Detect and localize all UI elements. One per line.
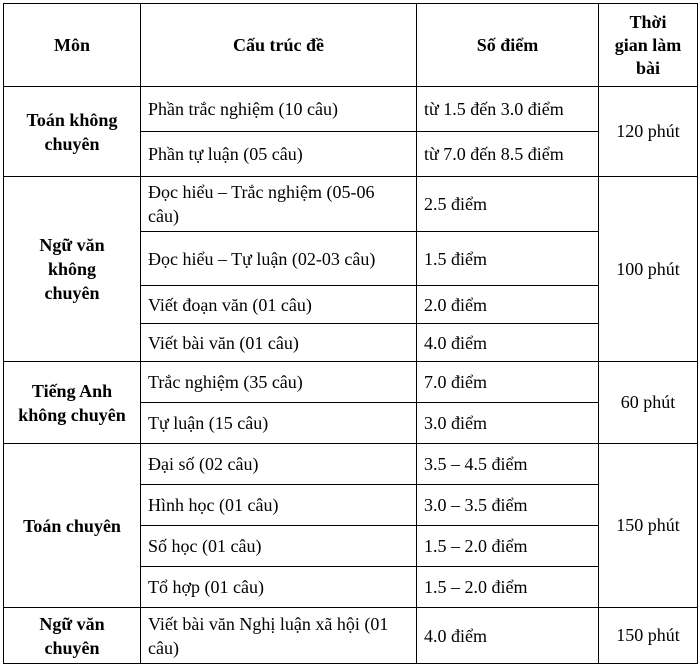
structure-cell: Viết bài văn (01 câu) (141, 324, 417, 362)
structure-cell: Phần trắc nghiệm (10 câu) (141, 87, 417, 132)
score-cell: từ 1.5 đến 3.0 điểm (417, 87, 599, 132)
header-subject: Môn (4, 4, 141, 87)
subject-cell: Ngữ văn không chuyên (4, 177, 141, 362)
score-cell: từ 7.0 đến 8.5 điểm (417, 132, 599, 177)
table-row (4, 177, 698, 232)
score-cell: 2.0 điểm (417, 286, 599, 324)
header-row (4, 4, 698, 87)
structure-cell: Viết bài văn Nghị luận xã hội (01 câu) (141, 608, 417, 664)
subject-cell: Ngữ văn chuyên (4, 608, 141, 664)
exam-structure-table (3, 3, 698, 664)
header-score: Số điểm (417, 4, 599, 87)
structure-cell: Hình học (01 câu) (141, 485, 417, 526)
structure-cell: Số học (01 câu) (141, 526, 417, 567)
score-cell: 1.5 – 2.0 điểm (417, 567, 599, 608)
time-cell: 150 phút (599, 608, 698, 664)
structure-cell: Tự luận (15 câu) (141, 403, 417, 444)
structure-cell: Phần tự luận (05 câu) (141, 132, 417, 177)
score-cell: 4.0 điểm (417, 324, 599, 362)
table-row (4, 87, 698, 132)
structure-cell: Trắc nghiệm (35 câu) (141, 362, 417, 403)
header-time: Thời gian làm bài (599, 4, 698, 87)
structure-cell: Tổ hợp (01 câu) (141, 567, 417, 608)
header-structure: Cấu trúc đề (141, 4, 417, 87)
structure-cell: Viết đoạn văn (01 câu) (141, 286, 417, 324)
time-cell: 60 phút (599, 362, 698, 444)
table-row (4, 608, 698, 664)
table-row (4, 444, 698, 485)
score-cell: 1.5 – 2.0 điểm (417, 526, 599, 567)
score-cell: 3.0 – 3.5 điểm (417, 485, 599, 526)
score-cell: 2.5 điểm (417, 177, 599, 232)
score-cell: 3.5 – 4.5 điểm (417, 444, 599, 485)
subject-cell: Toán chuyên (4, 444, 141, 608)
score-cell: 7.0 điểm (417, 362, 599, 403)
score-cell: 3.0 điểm (417, 403, 599, 444)
time-cell: 120 phút (599, 87, 698, 177)
score-cell: 1.5 điểm (417, 232, 599, 286)
table-row (4, 362, 698, 403)
time-cell: 150 phút (599, 444, 698, 608)
subject-cell: Toán không chuyên (4, 87, 141, 177)
structure-cell: Đọc hiểu – Trắc nghiệm (05-06 câu) (141, 177, 417, 232)
time-cell: 100 phút (599, 177, 698, 362)
subject-cell: Tiếng Anh không chuyên (4, 362, 141, 444)
structure-cell: Đọc hiểu – Tự luận (02-03 câu) (141, 232, 417, 286)
structure-cell: Đại số (02 câu) (141, 444, 417, 485)
score-cell: 4.0 điểm (417, 608, 599, 664)
